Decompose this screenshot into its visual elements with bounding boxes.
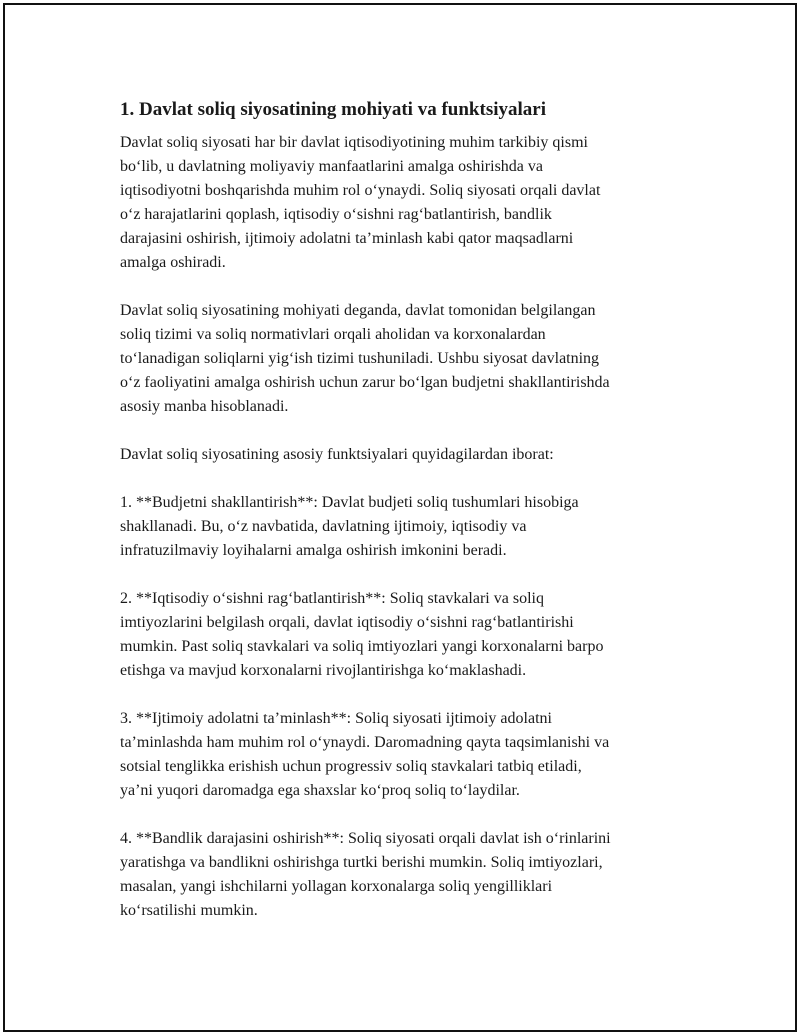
list-item-social-justice: 3. **Ijtimoiy adolatni ta’minlash**: Soliq siyosati ijtimoiy adolatni ta’minlashda ham muhim rol o‘ynaydi. Daromadning qayta taqsimlanishi va sotsial tenglikka erishish uchun progressiv soliq stavkalari tatbiq etiladi, ya’ni yuqori daromadga ega shaxslar ko‘proq soliq to‘laydilar. bbox=[120, 710, 610, 799]
paragraph-essence: Davlat soliq siyosatining mohiyati deganda, davlat tomonidan belgilangan soliq tizimi va soliq normativlari orqali aholidan va korxonalardan to‘lanadigan soliqlarni yig‘ish tizimi tushuniladi. Ushbu siyosat davlatning o‘z faoliyatini amalga oshirish uchun zarur bo‘lgan budjetni shakllantirishda asosiy manba hisoblanadi. bbox=[120, 302, 610, 415]
list-item-budget: 1. **Budjetni shakllantirish**: Davlat budjeti soliq tushumlari hisobiga shakllanadi. Bu, o‘z navbatida, davlatning ijtimoiy, iqtisodiy va infratuzilmaviy loyihalarni amalga oshirish imkonini beradi. bbox=[120, 494, 579, 559]
section-title: 1. Davlat soliq siyosatining mohiyati va funktsiyalari bbox=[120, 99, 546, 120]
document-body bbox=[120, 98, 705, 947]
page-frame bbox=[3, 3, 797, 1032]
paragraph-functions-intro: Davlat soliq siyosatining asosiy funktsiyalari quyidagilardan iborat: bbox=[120, 446, 554, 463]
list-item-employment: 4. **Bandlik darajasini oshirish**: Soliq siyosati orqali davlat ish o‘rinlarini yaratishga va bandlikni oshirishga turtki berishi mumkin. Soliq imtiyozlari, masalan, yangi ishchilarni yollagan korxonalarga soliq yengilliklari ko‘rsatilishi mumkin. bbox=[120, 830, 611, 919]
paragraph-intro: Davlat soliq siyosati har bir davlat iqtisodiyotining muhim tarkibiy qismi bo‘lib, u davlatning moliyaviy manfaatlarini amalga oshirishda va iqtisodiyotni boshqarishda muhim rol o‘ynaydi. Soliq siyosati orqali davlat o‘z harajatlarini qoplash, iqtisodiy o‘sishni rag‘batlantirish, bandlik darajasini oshirish, ijtimoiy adolatni ta’minlash kabi qator maqsadlarni amalga oshiradi. bbox=[120, 134, 601, 271]
list-item-growth: 2. **Iqtisodiy o‘sishni rag‘batlantirish**: Soliq stavkalari va soliq imtiyozlarini belgilash orqali, davlat iqtisodiy o‘sishni rag‘batlantirishi mumkin. Past soliq stavkalari va soliq imtiyozlari yangi korxonalarni barpo etishga va mavjud korxonalarni rivojlantirishga ko‘maklashadi. bbox=[120, 590, 604, 679]
